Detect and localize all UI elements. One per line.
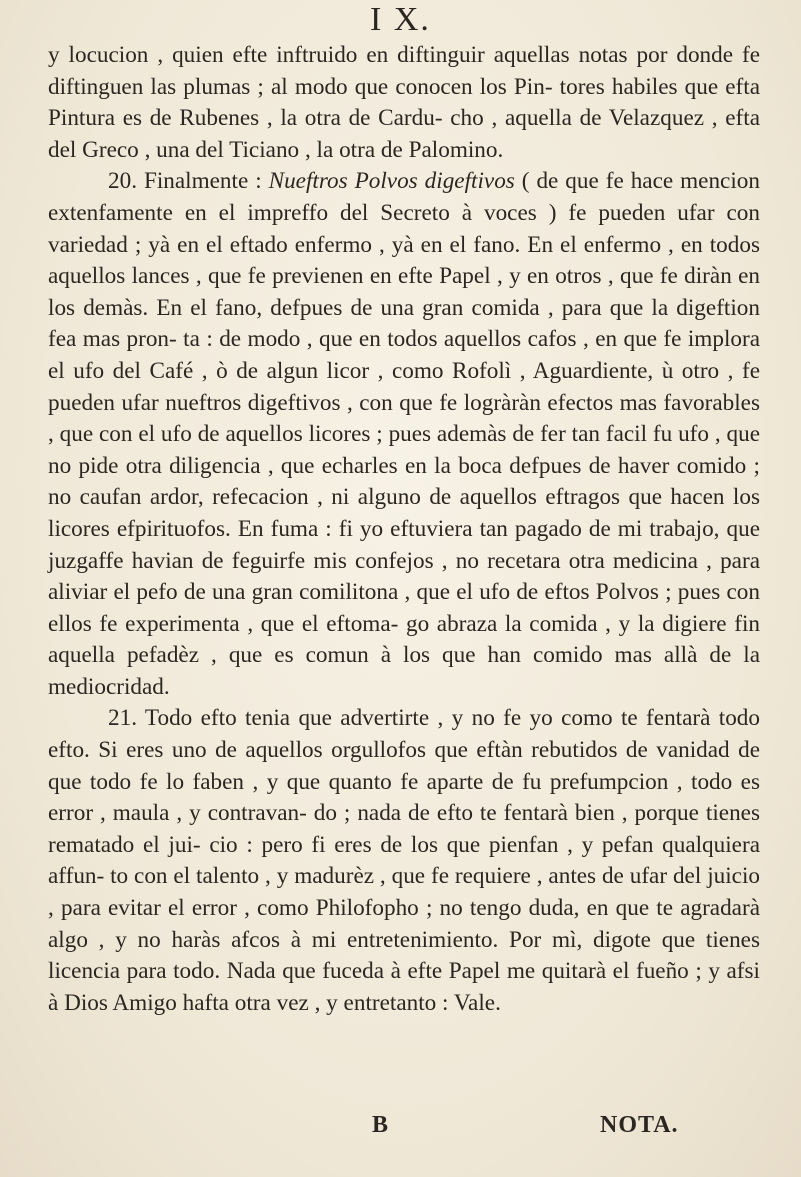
paragraph-20-rest: ( de que fe hace mencion extenfamente en el impreffo del Secreto à voces ) fe pueden ufar con variedad ; yà en el eftado enfermo , yà en el fano. En el enfermo , en todos aquellos lances , que fe previenen en efte Papel , y en otros , que fe diràn en los demàs. En el fano, defpues de una gran comida , para que la digeftion fea mas pron- ta : de modo , que en todos aquellos cafos , en que fe implora el ufo del Café , ò de algun licor , como Rofolì , Aguardiente, ù otro , fe pueden ufar nueftros digeftivos , con que fe logràràn efectos mas favorables , que con el ufo de aquellos licores ; pues ademàs de fer tan facil fu ufo , que no pide otra diligencia , que echarles en la boca defpues de haver comido ; no caufan ardor, refecacion , ni alguno de aquellos eftragos que hacen los licores efpirituofos. En fuma : fi yo eftuviera tan pagado de mi trabajo, que juzgaffe havian de feguirfe mis confejos , no recetara otra medicina , para aliviar el pefo de una gran comilitona , que el ufo de eftos Polvos ; pues con ellos fe experimenta , que el eftoma- go abraza la comida , y la digiere fin aquella pefadèz , que es comun à los que han comido mas allà de la mediocridad. (48, 168, 760, 700)
paragraph-20-lead: 20. Finalmente : (108, 168, 269, 195)
page-number: I X. (370, 1, 431, 38)
paragraph-20-italic: Nueftros Polvos digeftivos (268, 168, 515, 195)
signature-mark: B (372, 1112, 389, 1138)
paragraph-20 (48, 166, 760, 703)
page-footer (0, 1112, 801, 1152)
body-text (48, 40, 760, 1019)
catchword: NOTA. (600, 1112, 679, 1138)
paragraph-1: y locucion , quien efte inftruido en diftinguir aquellas notas por donde fe diftinguen las plumas ; al modo que conocen los Pin- tores habiles que efta Pintura es de Rubenes , la otra de Cardu- cho , aquella de Velazquez , efta del Greco , una del Ticiano , la otra de Palomino. (48, 42, 760, 163)
paragraph-21: 21. Todo efto tenia que advertirte , y no fe yo como te fentarà todo efto. Si eres uno de aquellos orgullofos que eftàn rebutidos de vanidad de que todo fe lo faben , y que quanto fe aparte de fu prefumpcion , todo es error , maula , y contravan- do ; nada de efto te fentarà bien , porque tienes rematado el jui- cio : pero fi eres de los que pienfan , y pefan qualquiera affun- to con el talento , y madurèz , que fe requiere , antes de ufar del juicio , para evitar el error , como Philofopho ; no tengo duda, en que te agradarà algo , y no haràs afcos à mi entretenimiento. Por mì, digote que tienes licencia para todo. Nada que fuceda à efte Papel me quitarà el fueño ; y afsi à Dios Amigo hafta otra vez , y entretanto : Vale. (48, 705, 760, 1016)
